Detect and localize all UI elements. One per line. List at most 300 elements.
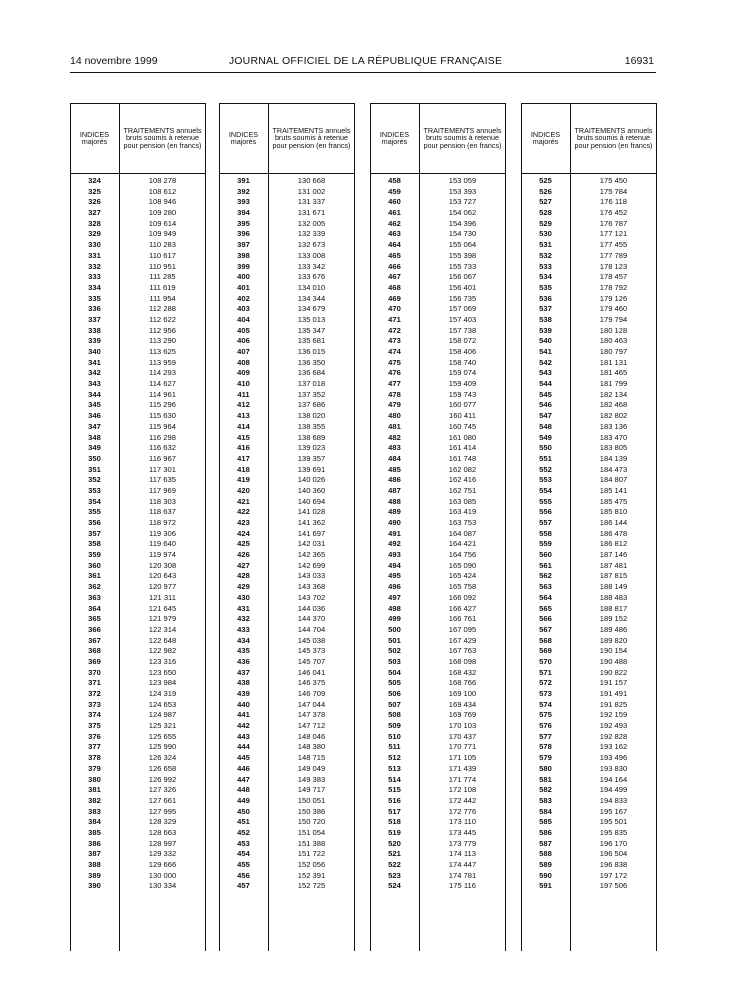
table-row (521, 347, 657, 358)
indice-cell: 483 (388, 443, 401, 453)
traitement-cell: 195 501 (599, 817, 628, 827)
indice-cell: 466 (388, 261, 401, 271)
indice-cell: 326 (88, 197, 101, 207)
table-row (521, 475, 657, 486)
indice-cell: 507 (388, 699, 401, 709)
table-row (370, 529, 506, 540)
table-row (70, 539, 206, 550)
table-row (70, 529, 206, 540)
indice-cell: 520 (388, 838, 401, 848)
traitement-cell: 141 028 (297, 507, 326, 517)
table-row (219, 486, 355, 497)
table-row (521, 208, 657, 219)
traitement-cell: 146 375 (297, 678, 326, 688)
indice-cell: 581 (539, 774, 552, 784)
column-header-indices: INDICES majorés (228, 129, 259, 146)
indice-cell: 528 (539, 208, 552, 218)
table-row (70, 454, 206, 465)
table-row (521, 753, 657, 764)
table-row (370, 539, 506, 550)
table-row (70, 294, 206, 305)
table-row (219, 849, 355, 860)
indice-cell: 579 (539, 753, 552, 763)
table-row (521, 742, 657, 753)
traitement-cell: 136 015 (297, 347, 326, 356)
traitement-cell: 151 722 (297, 849, 326, 859)
traitement-cell: 137 352 (297, 389, 326, 399)
traitement-cell: 196 170 (599, 838, 628, 848)
indice-cell: 396 (237, 229, 250, 239)
indice-cell: 424 (237, 528, 250, 538)
indice-cell: 540 (539, 336, 552, 346)
indice-cell: 561 (539, 560, 552, 570)
traitement-cell: 196 504 (599, 849, 628, 859)
indice-cell: 495 (388, 571, 401, 581)
traitement-cell: 172 776 (448, 806, 477, 816)
table-row (521, 197, 657, 208)
table-row (521, 336, 657, 347)
table-row (521, 400, 657, 411)
traitement-cell: 151 054 (297, 827, 326, 837)
traitement-cell: 122 314 (148, 624, 177, 634)
table-row (521, 411, 657, 422)
table-row (370, 176, 506, 187)
indice-cell: 530 (539, 229, 552, 239)
traitement-cell: 148 380 (297, 742, 326, 752)
indice-cell: 455 (237, 860, 250, 869)
traitement-cell: 108 612 (148, 186, 177, 196)
traitement-cell: 128 663 (148, 827, 177, 837)
indice-cell: 435 (237, 646, 250, 656)
traitement-cell: 152 725 (297, 881, 326, 891)
table-row (70, 443, 206, 454)
traitement-cell: 188 817 (599, 603, 628, 613)
traitement-cell: 178 457 (599, 272, 628, 282)
table-row (70, 465, 206, 476)
indice-cell: 568 (539, 635, 552, 645)
traitement-cell: 124 653 (148, 699, 177, 709)
traitement-cell: 109 949 (148, 229, 177, 239)
traitement-cell: 166 092 (448, 592, 477, 602)
traitement-cell: 154 396 (448, 218, 477, 228)
table-row (70, 860, 206, 871)
indice-cell: 332 (88, 261, 101, 271)
table-row (521, 187, 657, 198)
table-row (370, 368, 506, 379)
table-row (370, 689, 506, 700)
indice-cell: 448 (237, 785, 250, 795)
indice-cell: 413 (237, 411, 250, 421)
traitement-cell: 152 391 (297, 870, 326, 880)
traitement-cell: 178 792 (599, 282, 628, 292)
indice-cell: 537 (539, 304, 552, 314)
table-row (70, 304, 206, 315)
indice-cell: 569 (539, 646, 552, 656)
table-row (370, 796, 506, 807)
indice-cell: 450 (237, 806, 250, 816)
traitement-cell: 162 082 (448, 464, 477, 474)
table-row (219, 390, 355, 401)
table-row (70, 272, 206, 283)
table-row (219, 582, 355, 593)
table-row (219, 721, 355, 732)
table-row (219, 251, 355, 262)
traitement-cell: 140 026 (297, 475, 326, 485)
traitement-cell: 123 316 (148, 656, 177, 666)
indice-cell: 330 (88, 240, 101, 250)
traitement-cell: 151 388 (297, 838, 326, 848)
table-row (70, 187, 206, 198)
indice-cell: 421 (237, 496, 250, 506)
indice-cell: 459 (388, 186, 401, 196)
table-row (521, 732, 657, 743)
table-row (370, 465, 506, 476)
table-row (521, 229, 657, 240)
indice-cell: 335 (88, 293, 101, 303)
indice-cell: 369 (88, 656, 101, 666)
traitement-cell: 155 398 (448, 250, 477, 260)
table-row (70, 326, 206, 337)
traitement-cell: 192 159 (599, 710, 628, 720)
table-row (370, 326, 506, 337)
table-row (370, 518, 506, 529)
traitement-cell: 142 365 (297, 550, 326, 560)
indice-cell: 362 (88, 582, 101, 592)
table-row (370, 710, 506, 721)
indice-cell: 523 (388, 870, 401, 880)
indice-cell: 517 (388, 806, 401, 816)
traitement-cell: 156 735 (448, 293, 477, 303)
indice-cell: 535 (539, 282, 552, 292)
traitement-cell: 120 977 (148, 582, 177, 592)
indice-cell: 531 (539, 240, 552, 250)
indice-cell: 567 (539, 624, 552, 634)
traitement-cell: 128 997 (148, 838, 177, 848)
traitement-cell: 111 954 (149, 293, 176, 303)
table-body (70, 176, 206, 892)
indice-cell: 546 (539, 400, 552, 410)
table-row (370, 197, 506, 208)
indice-cell: 354 (88, 496, 101, 506)
traitement-cell: 194 499 (599, 785, 628, 795)
table-row (219, 742, 355, 753)
indice-cell: 345 (88, 400, 101, 410)
traitement-cell: 191 825 (599, 699, 628, 709)
indice-cell: 379 (88, 763, 101, 773)
indice-cell: 394 (237, 208, 250, 218)
traitement-cell: 112 622 (149, 314, 176, 324)
table-row (521, 251, 657, 262)
table-row (70, 561, 206, 572)
table-row (521, 721, 657, 732)
traitement-cell: 127 995 (148, 806, 177, 816)
table-row (219, 593, 355, 604)
table-row (370, 678, 506, 689)
table-row (219, 208, 355, 219)
traitement-cell: 172 108 (448, 785, 477, 795)
traitement-cell: 125 321 (148, 721, 177, 731)
traitement-cell: 173 779 (448, 838, 477, 848)
table-row (521, 636, 657, 647)
traitement-cell: 109 614 (148, 218, 177, 228)
indice-cell: 475 (388, 357, 401, 367)
table-row (219, 176, 355, 187)
traitement-cell: 114 627 (149, 379, 176, 389)
table-row (70, 881, 206, 892)
indice-cell: 465 (388, 250, 401, 260)
indice-cell: 336 (88, 304, 101, 314)
traitement-cell: 144 370 (297, 614, 326, 624)
column-header-traitements: TRAITEMENTS annuels bruts soumis à retenue pour pension (en francs) (423, 126, 502, 150)
table-row (370, 507, 506, 518)
table-row (219, 326, 355, 337)
indice-cell: 586 (539, 827, 552, 837)
table-row (70, 657, 206, 668)
traitement-cell: 129 666 (148, 860, 177, 869)
table-row (370, 272, 506, 283)
indice-cell: 419 (237, 475, 250, 485)
indice-cell: 511 (388, 742, 401, 752)
indice-cell: 363 (88, 592, 101, 602)
traitement-cell: 192 493 (599, 721, 628, 731)
traitement-cell: 186 144 (599, 518, 628, 527)
table-row (521, 849, 657, 860)
indice-cell: 588 (539, 849, 552, 859)
indice-cell: 525 (539, 176, 552, 185)
traitement-cell: 138 355 (297, 421, 326, 431)
table-row (370, 390, 506, 401)
traitement-cell: 125 655 (148, 731, 177, 741)
table-row (70, 775, 206, 786)
indice-cell: 504 (388, 667, 401, 677)
traitement-cell: 191 157 (599, 678, 628, 688)
column-header-traitements: TRAITEMENTS annuels bruts soumis à retenue pour pension (en francs) (574, 126, 653, 150)
column-header-traitements: TRAITEMENTS annuels bruts soumis à retenue pour pension (en francs) (272, 126, 351, 150)
table-row (521, 326, 657, 337)
traitement-cell: 140 694 (297, 496, 326, 506)
indice-cell: 402 (237, 293, 250, 303)
table-row (370, 571, 506, 582)
traitement-cell: 108 946 (148, 197, 177, 207)
traitement-cell: 126 324 (148, 753, 177, 763)
traitement-cell: 149 383 (297, 774, 326, 784)
traitement-cell: 165 758 (448, 582, 477, 592)
indice-cell: 456 (237, 870, 250, 880)
indice-cell: 489 (388, 507, 401, 517)
table-row (219, 700, 355, 711)
table-row (219, 839, 355, 850)
table-row (370, 336, 506, 347)
table-row (70, 336, 206, 347)
header-separator (219, 173, 355, 174)
table-row (70, 817, 206, 828)
table-row (521, 614, 657, 625)
indice-cell: 431 (237, 603, 250, 613)
traitement-cell: 179 460 (599, 304, 628, 314)
table-row (70, 636, 206, 647)
traitement-cell: 121 979 (148, 614, 177, 624)
table-row (70, 368, 206, 379)
table-row (219, 443, 355, 454)
traitement-cell: 157 738 (448, 325, 477, 335)
indice-cell: 441 (237, 710, 250, 720)
traitement-cell: 112 288 (149, 304, 176, 314)
table-row (70, 400, 206, 411)
traitement-cell: 181 131 (599, 357, 628, 367)
table-row (370, 358, 506, 369)
table-row (521, 817, 657, 828)
table-row (370, 262, 506, 273)
table-row (219, 775, 355, 786)
indice-cell: 499 (388, 614, 401, 624)
traitement-cell: 169 100 (448, 689, 477, 698)
traitement-cell: 142 699 (297, 560, 326, 570)
indice-cell: 572 (539, 678, 552, 688)
traitement-cell: 117 969 (149, 485, 176, 495)
indice-cell: 564 (539, 592, 552, 602)
table-row (70, 475, 206, 486)
indice-cell: 547 (539, 411, 552, 421)
table-row (70, 251, 206, 262)
indice-cell: 463 (388, 229, 401, 239)
indice-cell: 381 (88, 785, 101, 795)
traitement-cell: 182 468 (599, 400, 628, 410)
traitement-cell: 122 982 (148, 646, 177, 656)
table-row (219, 550, 355, 561)
indice-cell: 548 (539, 421, 552, 431)
indice-cell: 404 (237, 314, 250, 324)
traitement-cell: 136 350 (297, 357, 326, 367)
table-row (219, 817, 355, 828)
indice-cell: 570 (539, 656, 552, 666)
traitement-cell: 127 661 (148, 795, 177, 805)
traitement-cell: 176 787 (599, 218, 628, 228)
traitement-cell: 123 984 (148, 678, 177, 688)
table-row (370, 475, 506, 486)
traitement-cell: 113 959 (149, 357, 176, 367)
table-row (70, 283, 206, 294)
indice-cell: 366 (88, 624, 101, 634)
table-row (521, 561, 657, 572)
indice-cell: 393 (237, 197, 250, 207)
table-row (370, 839, 506, 850)
indice-cell: 327 (88, 208, 101, 218)
table-row (70, 411, 206, 422)
table-row (70, 347, 206, 358)
table-row (70, 721, 206, 732)
table-row (70, 315, 206, 326)
table-row (370, 657, 506, 668)
table-row (70, 197, 206, 208)
traitement-cell: 119 306 (149, 528, 176, 538)
table-row (521, 604, 657, 615)
table-row (521, 807, 657, 818)
table-row (521, 454, 657, 465)
traitement-cell: 166 761 (448, 614, 477, 624)
table-row (521, 657, 657, 668)
traitement-cell: 197 506 (599, 881, 628, 891)
indice-cell: 557 (539, 518, 552, 527)
indice-cell: 503 (388, 656, 401, 666)
page-number: 16931 (624, 55, 654, 67)
indice-cell: 445 (237, 753, 250, 763)
indice-cell: 464 (388, 240, 401, 250)
traitement-cell: 133 676 (297, 272, 326, 282)
traitement-cell: 163 085 (448, 496, 477, 506)
table-row (521, 518, 657, 529)
table-row (370, 561, 506, 572)
indice-cell: 487 (388, 485, 401, 495)
traitement-cell: 185 810 (599, 507, 628, 517)
table-row (370, 785, 506, 796)
table-row (370, 646, 506, 657)
table-row (370, 625, 506, 636)
indice-cell: 444 (237, 742, 250, 752)
table-row (370, 849, 506, 860)
indice-cell: 485 (388, 464, 401, 474)
traitement-cell: 138 020 (297, 411, 326, 421)
indice-cell: 573 (539, 689, 552, 698)
traitement-cell: 146 709 (297, 689, 326, 698)
table-row (521, 262, 657, 273)
table-row (70, 785, 206, 796)
traitement-cell: 115 630 (149, 411, 176, 421)
traitement-cell: 144 704 (297, 624, 326, 634)
indice-cell: 417 (237, 453, 250, 463)
indice-cell: 328 (88, 218, 101, 228)
indice-cell: 521 (388, 849, 401, 859)
table-row (70, 262, 206, 273)
indice-cell: 550 (539, 443, 552, 453)
traitement-cell: 135 681 (297, 336, 326, 346)
table-row (219, 422, 355, 433)
indice-cell: 486 (388, 475, 401, 485)
table-row (521, 764, 657, 775)
table-row (370, 775, 506, 786)
traitement-cell: 114 961 (149, 389, 176, 399)
indice-cell: 364 (88, 603, 101, 613)
table-row (219, 411, 355, 422)
traitement-cell: 156 067 (448, 272, 477, 282)
indice-cell: 427 (237, 560, 250, 570)
indice-cell: 400 (237, 272, 250, 282)
table-row (370, 422, 506, 433)
indice-cell: 473 (388, 336, 401, 346)
table-row (521, 294, 657, 305)
table-row (370, 828, 506, 839)
indice-cell: 370 (88, 667, 101, 677)
indice-cell: 373 (88, 699, 101, 709)
table-row (219, 187, 355, 198)
table-row (521, 828, 657, 839)
indice-cell: 505 (388, 678, 401, 688)
indice-cell: 571 (539, 667, 552, 677)
indice-cell: 451 (237, 817, 250, 827)
table-row (70, 550, 206, 561)
table-row (219, 272, 355, 283)
indice-cell: 372 (88, 689, 101, 698)
traitement-cell: 183 470 (599, 432, 628, 442)
table-row (521, 871, 657, 882)
table-row (370, 240, 506, 251)
indice-cell: 541 (539, 347, 552, 356)
traitement-cell: 177 455 (599, 240, 628, 250)
table-body (219, 176, 355, 892)
indice-cell: 494 (388, 560, 401, 570)
indice-cell: 374 (88, 710, 101, 720)
traitement-cell: 120 308 (148, 560, 177, 570)
traitement-cell: 140 360 (297, 485, 326, 495)
